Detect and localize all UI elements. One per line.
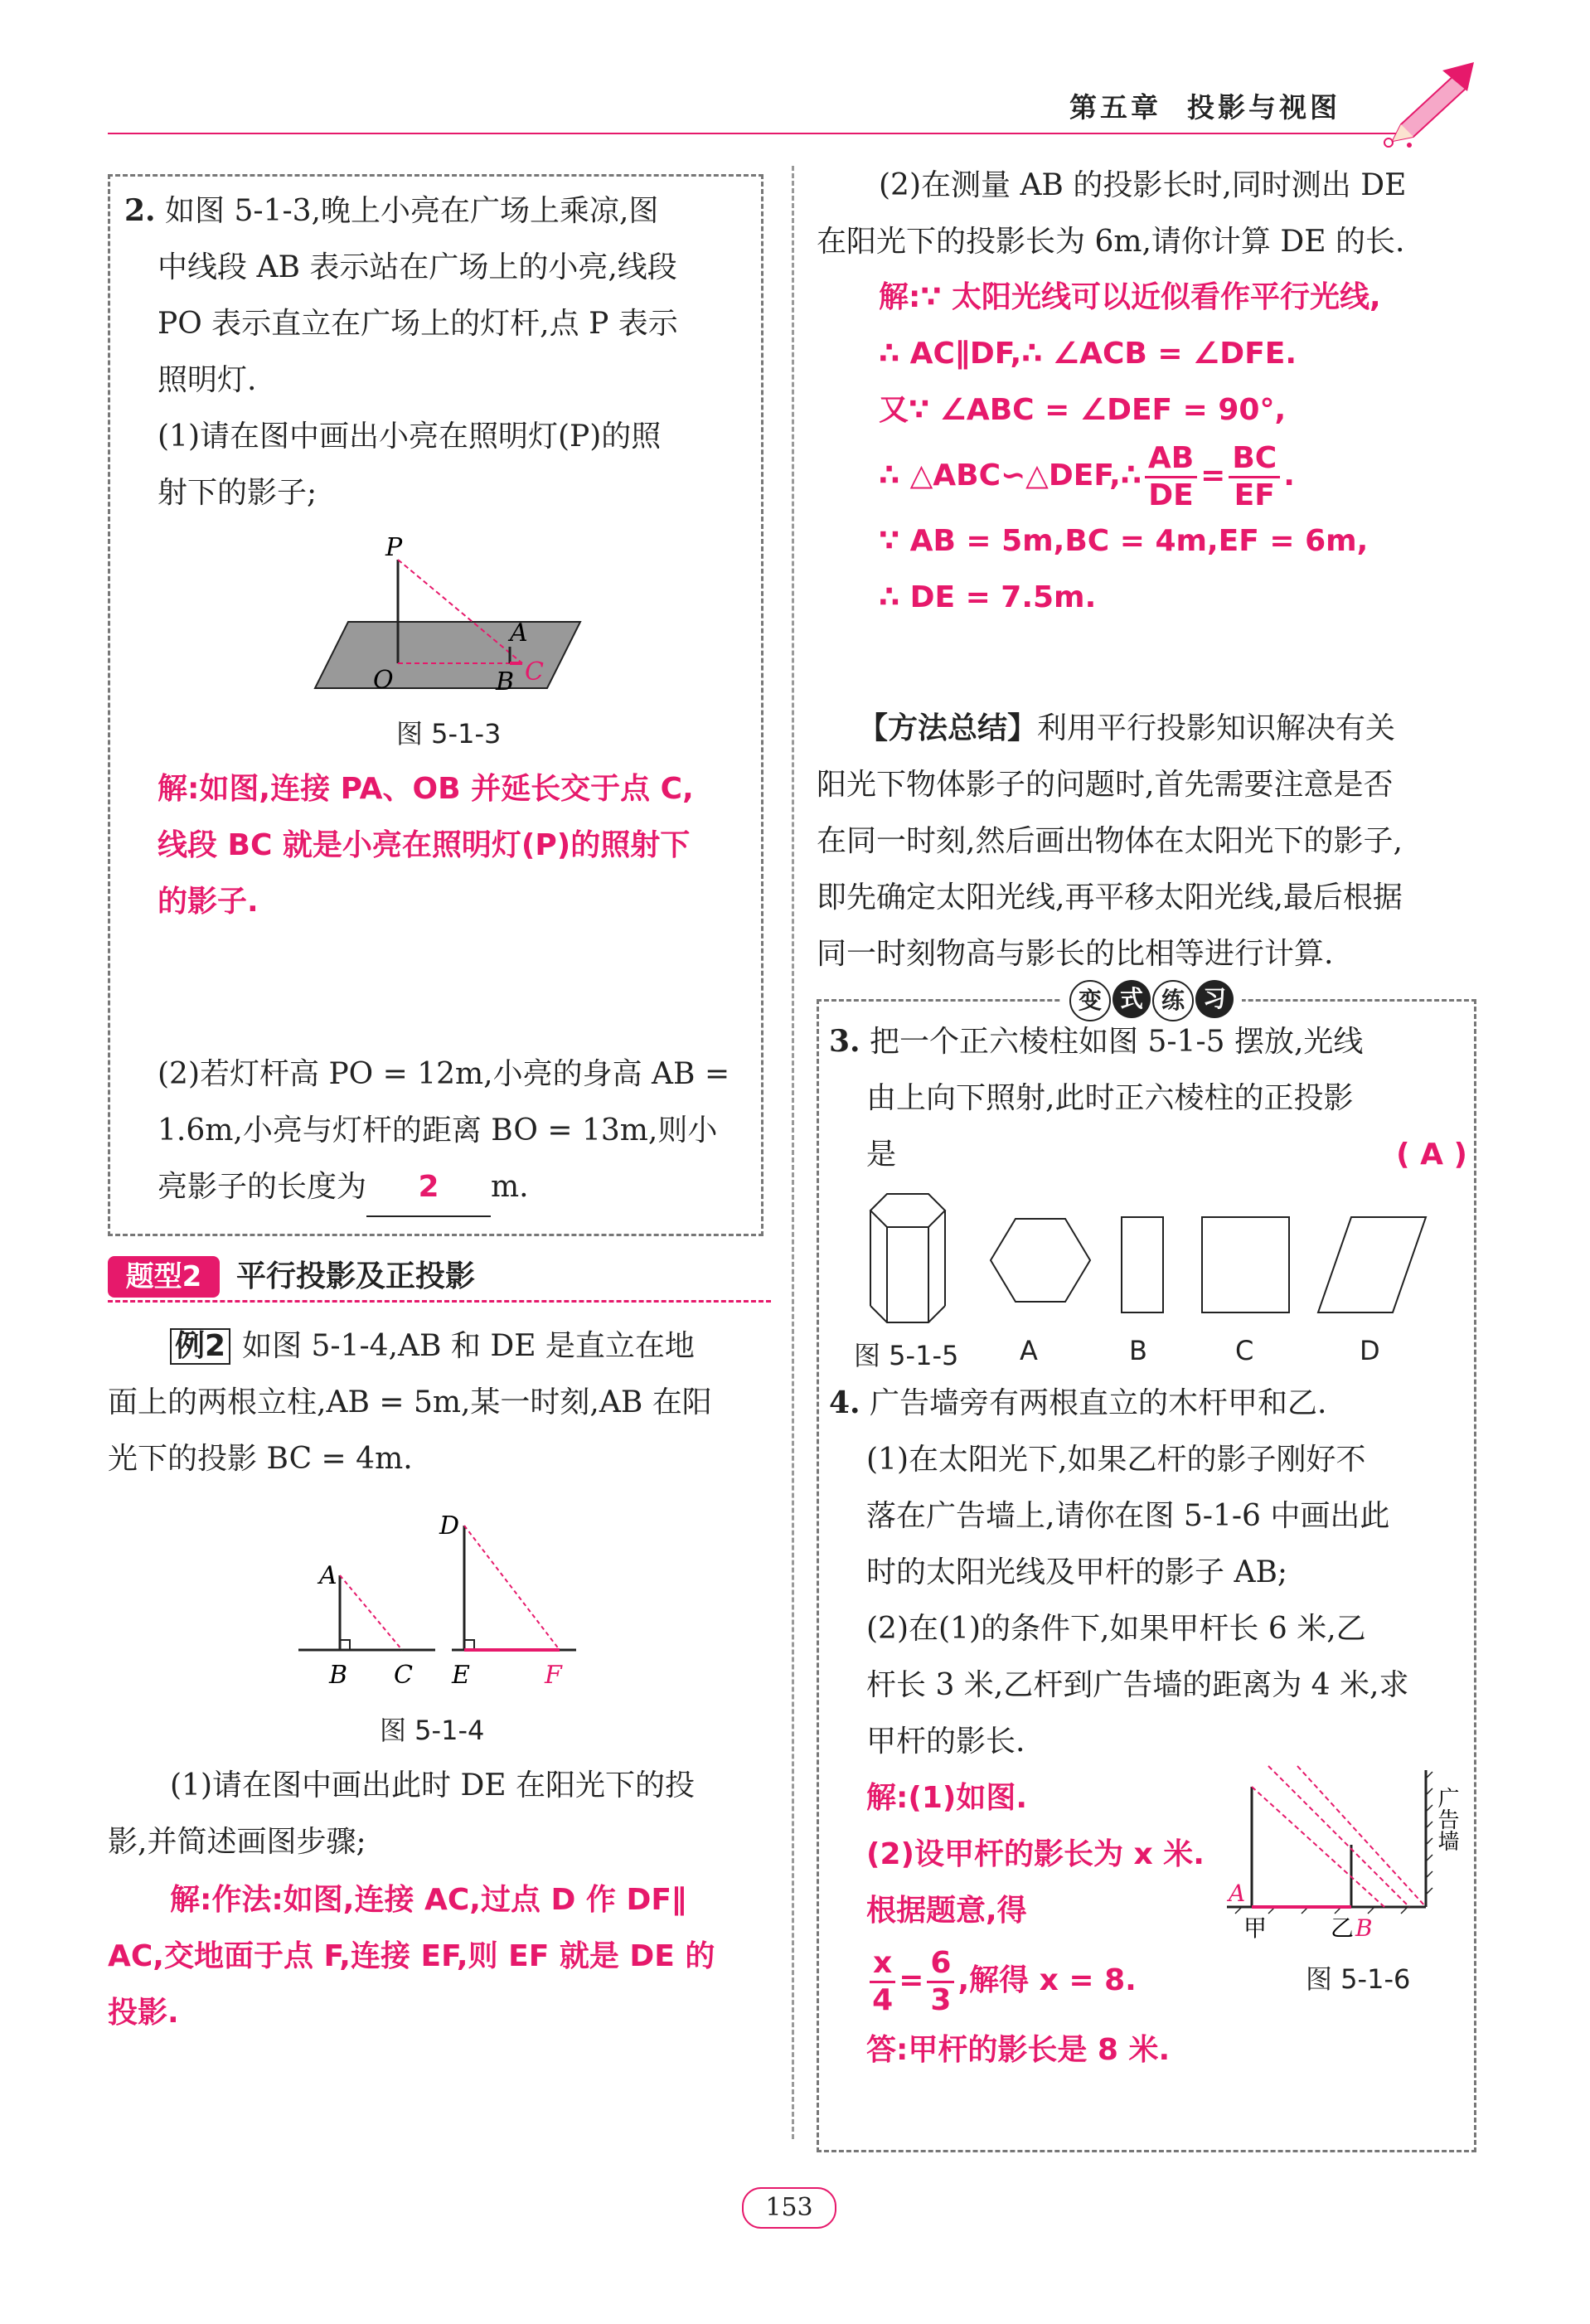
option-A-label: A xyxy=(1020,1335,1038,1366)
q2-solution-line2: 线段 BC 就是小亮在照明灯(P)的照射下 xyxy=(158,828,691,862)
q4-part1-line2: 落在广告墙上,请你在图 5-1-6 中画出此 xyxy=(866,1499,1390,1533)
header-rule xyxy=(108,133,1401,134)
label-B: B xyxy=(1355,1914,1373,1942)
ex2-line3: 光下的投影 BC = 4m. xyxy=(108,1442,413,1476)
figure-5-1-6 xyxy=(1219,1762,1467,1953)
q2-answer-blank: 2 xyxy=(366,1159,491,1217)
q2-line3: PO 表示直立在广场上的灯杆,点 P 表示 xyxy=(158,307,678,341)
ex2-solution-line2: AC,交地面于点 F,连接 EF,则 EF 就是 DE 的 xyxy=(108,1939,715,1973)
label-F: F xyxy=(545,1661,562,1690)
q4-part2-line2: 杆长 3 米,乙杆到广告墙的距离为 4 米,求 xyxy=(866,1668,1409,1702)
label-A: A xyxy=(319,1561,337,1590)
q4-part1-line3: 时的太阳光线及甲杆的影子 AB; xyxy=(866,1555,1288,1589)
ex2-part1-line1: (1)请在图中画出此时 DE 在阳光下的投 xyxy=(170,1768,696,1802)
ex2-line2: 面上的两根立柱,AB = 5m,某一时刻,AB 在阳 xyxy=(108,1385,712,1419)
label-O: O xyxy=(373,666,394,695)
figure-5-1-5 xyxy=(854,1186,1451,1327)
q2-part2-line2: 1.6m,小亮与灯杆的距离 BO = 13m,则小 xyxy=(158,1113,718,1147)
label-B: B xyxy=(496,667,515,696)
q4-part2-line1: (2)在(1)的条件下,如果甲杆长 6 米,乙 xyxy=(866,1612,1366,1646)
figure-5-1-4 xyxy=(294,1505,584,1696)
header-chapter: 第五章 xyxy=(1069,91,1161,124)
fig-5-1-5-caption: 图 5-1-5 xyxy=(854,1340,959,1371)
option-C-label: C xyxy=(1235,1335,1254,1366)
label-A: A xyxy=(1229,1880,1246,1907)
option-D-label: D xyxy=(1360,1335,1380,1366)
q2-part2-line1: (2)若灯杆高 PO = 12m,小亮的身高 AB = xyxy=(158,1057,730,1091)
page-number: 153 xyxy=(742,2187,836,2229)
q4-solution-line4: $\frac{x}{4}$ = $\frac{6}{3}$ ,解得 x = 8. xyxy=(866,1939,1214,2022)
label-jia: 甲 xyxy=(1243,1914,1268,1942)
option-C-shape xyxy=(1202,1217,1289,1312)
label-B: B xyxy=(329,1661,348,1690)
label-P: P xyxy=(385,533,403,562)
option-D-shape xyxy=(1318,1217,1426,1312)
ex2-part2-line2: 在阳光下的投影长为 6m,请你计算 DE 的长. xyxy=(817,225,1405,259)
method-summary-line1: 【方法总结】利用平行投影知识解决有关 xyxy=(858,711,1396,745)
q2-part1-line2: 射下的影子; xyxy=(158,476,318,510)
label-A: A xyxy=(510,619,528,648)
ex2-sol2-line1: 解:∵ 太阳光线可以近似看作平行光线, xyxy=(879,280,1381,314)
q4-solution-line1: 解:(1)如图. xyxy=(866,1781,1028,1815)
fig-5-1-3-caption: 图 5-1-3 xyxy=(396,718,502,750)
type2-title: 平行投影及正投影 xyxy=(236,1259,476,1293)
method-summary-line2: 阳光下物体影子的问题时,首先需要注意是否 xyxy=(817,768,1394,802)
ex2-sol2-line2: ∴ AC∥DF,∴ ∠ACB = ∠DFE. xyxy=(879,337,1297,371)
q4-solution-line5: 答:甲杆的影长是 8 米. xyxy=(866,2033,1171,2067)
ex2-sol2-line5: ∵ AB = 5m,BC = 4m,EF = 6m, xyxy=(879,524,1369,558)
method-tag: 【方法总结】 xyxy=(858,711,1038,745)
q3-line3: 是 ( A ) xyxy=(829,1127,1467,1183)
q2-line2: 中线段 AB 表示站在广场上的小亮,线段 xyxy=(158,250,677,284)
q2-solution-line3: 的影子. xyxy=(158,885,259,919)
label-C: C xyxy=(394,1661,413,1690)
ex2-line1: 例2 如图 5-1-4,AB 和 DE 是直立在地 xyxy=(108,1318,771,1375)
variant-char-1: 变 xyxy=(1069,980,1111,1021)
type2-badge: 题型2 xyxy=(108,1256,220,1298)
method-summary-line3: 在同一时刻,然后画出物体在太阳光下的影子, xyxy=(817,824,1403,858)
variant-char-3: 练 xyxy=(1152,980,1194,1021)
q3-line1: 3. 把一个正六棱柱如图 5-1-5 摆放,光线 xyxy=(829,1024,1364,1059)
ex2-sol2-line4: ∴ △ABC∽△DEF,∴ $\frac{AB}{DE}$ = $\frac{BC}{EF}$ . xyxy=(879,440,1295,512)
ex2-badge: 例2 xyxy=(170,1328,230,1365)
q3-line2: 由上向下照射,此时正六棱柱的正投影 xyxy=(866,1081,1354,1115)
type2-rule xyxy=(108,1300,771,1303)
variant-char-4: 习 xyxy=(1195,980,1234,1018)
q4-number: 4. xyxy=(829,1385,860,1420)
label-yi: 乙 xyxy=(1331,1914,1355,1942)
option-B-shape xyxy=(1122,1217,1163,1312)
label-wall: 广告墙 xyxy=(1434,1787,1459,1851)
q4-part1-line1: (1)在太阳光下,如果乙杆的影子刚好不 xyxy=(866,1443,1366,1477)
fig-5-1-6-caption: 图 5-1-6 xyxy=(1306,1963,1411,1995)
column-divider xyxy=(792,166,794,2139)
q3-answer: ( A ) xyxy=(1396,1138,1467,1172)
q3-number: 3. xyxy=(829,1024,860,1059)
method-summary-line4: 即先确定太阳光线,再平移太阳光线,最后根据 xyxy=(817,881,1403,915)
option-B-label: B xyxy=(1129,1335,1147,1366)
q2-part1-line1: (1)请在图中画出小亮在照明灯(P)的照 xyxy=(158,420,662,454)
ex2-solution-line3: 投影. xyxy=(108,1996,179,2030)
ex2-part1-line2: 影,并简述画图步骤; xyxy=(108,1825,366,1859)
header-title: 投影与视图 xyxy=(1187,91,1340,124)
method-summary-line5: 同一时刻物高与影长的比相等进行计算. xyxy=(817,937,1334,971)
ex2-sol2-line6: ∴ DE = 7.5m. xyxy=(879,580,1097,614)
q4-solution-line3: 根据题意,得 xyxy=(866,1894,1027,1928)
label-C: C xyxy=(525,657,544,687)
ex2-part2-line1: (2)在测量 AB 的投影长时,同时测出 DE xyxy=(879,168,1407,202)
figure-5-1-3 xyxy=(307,531,613,696)
q2-number: 2. xyxy=(124,193,156,228)
ex2-solution-line1: 解:作法:如图,连接 AC,过点 D 作 DF∥ xyxy=(170,1883,686,1917)
q2-line1: 2. 如图 5-1-3,晚上小亮在广场上乘凉,图 xyxy=(124,193,659,228)
option-A-shape xyxy=(991,1219,1090,1302)
pencil-icon xyxy=(1376,58,1484,149)
q2-line4: 照明灯. xyxy=(158,363,257,397)
q4-solution-line2: (2)设甲杆的影长为 x 米. xyxy=(866,1837,1205,1871)
label-D: D xyxy=(439,1511,460,1540)
q4-line1: 4. 广告墙旁有两根直立的木杆甲和乙. xyxy=(829,1385,1327,1420)
label-E: E xyxy=(452,1661,470,1690)
q2-solution-line1: 解:如图,连接 PA、OB 并延长交于点 C, xyxy=(158,772,694,806)
variant-char-2: 式 xyxy=(1113,980,1151,1018)
q2-part2-line3: 亮影子的长度为 2 m. xyxy=(158,1159,754,1217)
ex2-sol2-line3: 又∵ ∠ABC = ∠DEF = 90°, xyxy=(879,393,1287,427)
fig-5-1-4-caption: 图 5-1-4 xyxy=(380,1715,485,1746)
q4-part2-line3: 甲杆的影长. xyxy=(866,1725,1025,1759)
